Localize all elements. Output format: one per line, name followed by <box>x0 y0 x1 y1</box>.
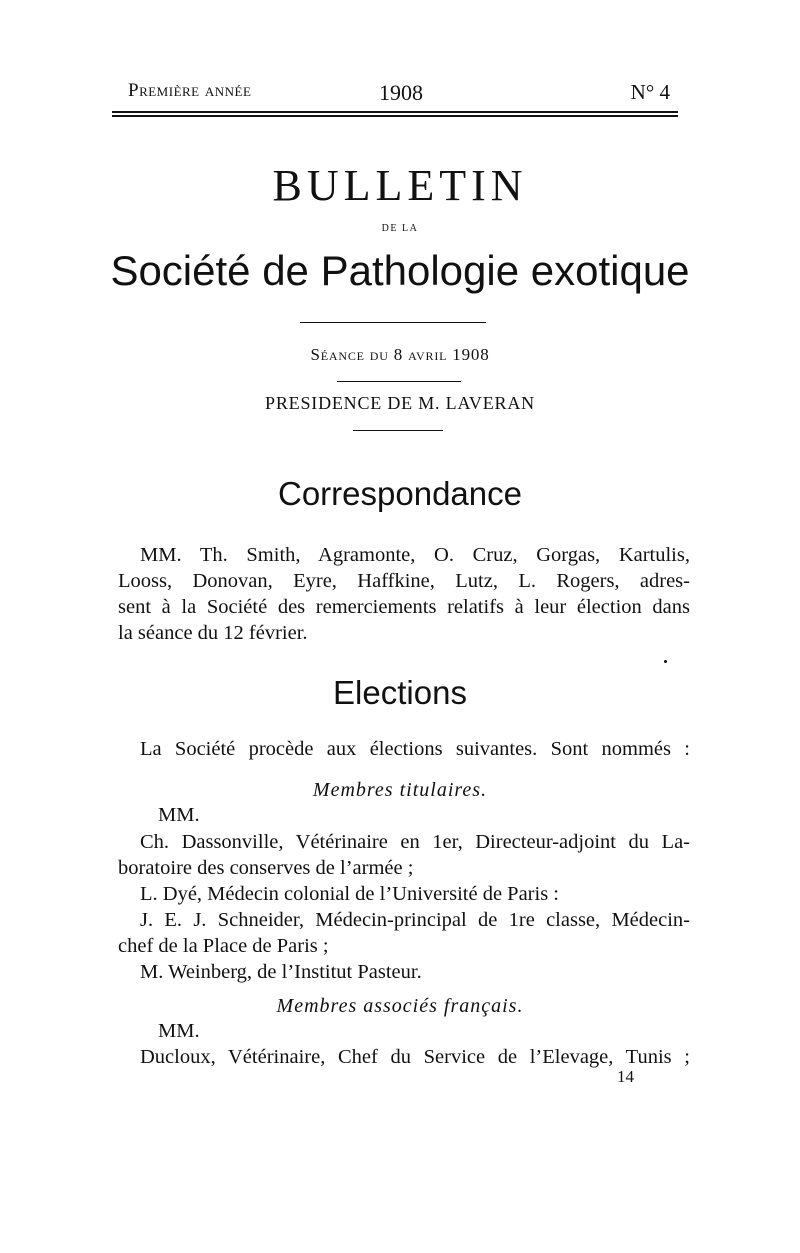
member-entry-line: L. Dyé, Médecin colonial de l’Université de Paris : <box>140 883 559 905</box>
paragraph-line: la séance du 12 février. <box>118 622 308 644</box>
ink-speck <box>664 660 667 663</box>
member-entry-line: M. Weinberg, de l’Institut Pasteur. <box>140 961 422 983</box>
session-date: Séance du 8 avril 1908 <box>310 345 490 364</box>
divider-rule <box>353 430 443 431</box>
running-head <box>118 80 684 110</box>
member-entry-line: boratoire des conserves de l’armée ; <box>118 857 414 879</box>
presidency-line: PRESIDENCE DE M. LAVERAN <box>265 393 535 413</box>
running-head-issue-number: N° 4 <box>630 80 670 104</box>
paragraph-line: sent à la Société des remerciements relatifs à leur élection dans <box>118 596 690 618</box>
bulletin-subtitle: DE LA <box>381 223 419 234</box>
running-head-year-label: Première année <box>128 80 252 101</box>
member-entry-line: J. E. J. Schneider, Médecin-principal de 1re classe, Médecin- <box>140 909 690 931</box>
salutation: MM. <box>158 804 200 826</box>
member-entry-line: Ch. Dassonville, Vétérinaire en 1er, Directeur-adjoint du La- <box>140 831 690 853</box>
section-heading-elections: Elections <box>333 674 467 711</box>
double-rule <box>112 111 678 117</box>
subheading-membres-associes: Membres associés français. <box>276 995 524 1017</box>
bulletin-title: BULLETIN <box>272 161 528 210</box>
divider-rule <box>337 381 461 382</box>
society-name: Société de Pathologie exotique <box>110 247 690 294</box>
salutation: MM. <box>158 1020 200 1042</box>
running-head-year: 1908 <box>379 80 423 105</box>
elections-intro: La Société procède aux élections suivantes. Sont nommés : <box>140 738 690 760</box>
member-entry-line: Ducloux, Vétérinaire, Chef du Service de l’Elevage, Tunis ; <box>140 1046 690 1068</box>
paragraph-line: MM. Th. Smith, Agramonte, O. Cruz, Gorgas, Kartulis, <box>140 544 690 566</box>
subheading-membres-titulaires: Membres titulaires. <box>312 779 488 801</box>
section-heading-correspondance: Correspondance <box>278 475 522 512</box>
divider-rule <box>300 322 486 323</box>
member-entry-line: chef de la Place de Paris ; <box>118 935 329 957</box>
paragraph-line: Looss, Donovan, Eyre, Haffkine, Lutz, L. Rogers, adres- <box>118 570 690 592</box>
page-number: 14 <box>617 1067 634 1086</box>
